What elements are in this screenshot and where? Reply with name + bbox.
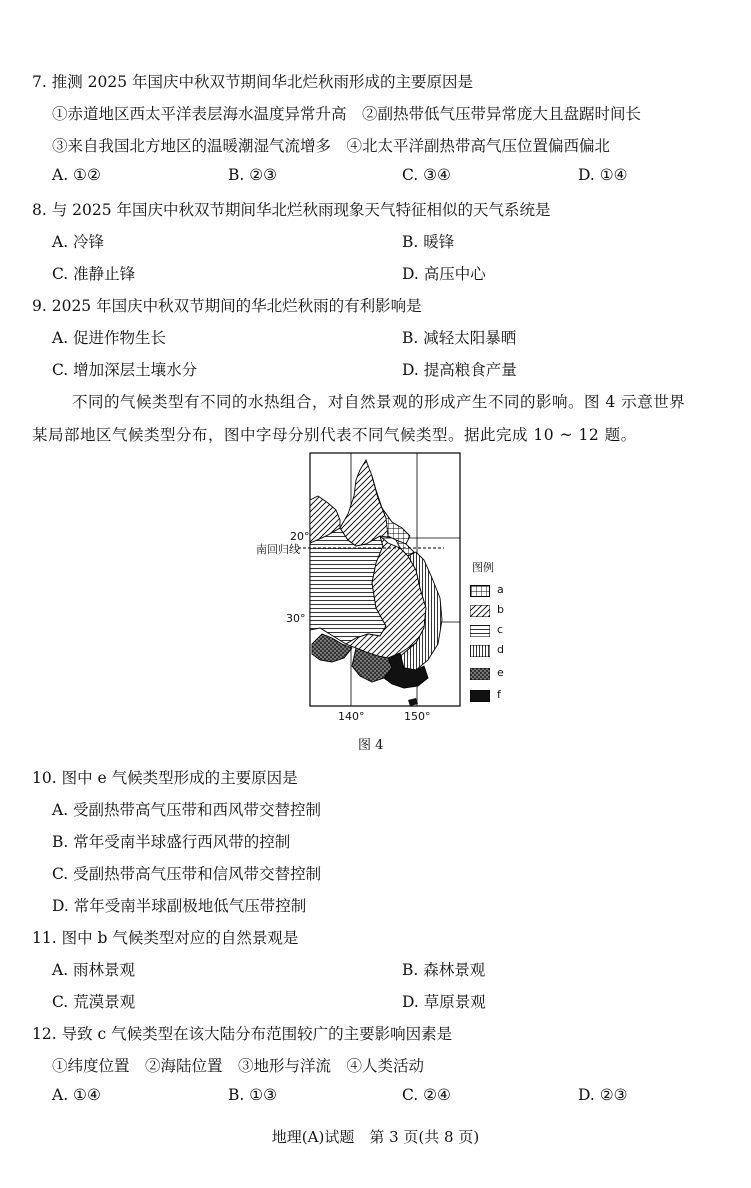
q7-choice-c: C. ③④ [402,166,451,184]
q12-choice-a: A. ①④ [52,1086,101,1104]
lat-30-label: 30° [286,612,306,625]
intro-line1: 不同的气候类型有不同的水热组合，对自然景观的形成产生不同的影响。图 4 示意世界 [72,393,686,411]
tropic-label: 南回归线 [256,543,300,556]
legend-item-a: a [470,584,530,599]
q10-choice-b: B. 常年受南半球盛行西风带的控制 [52,833,291,851]
q10-choice-c: C. 受副热带高气压带和信风带交替控制 [52,865,322,883]
q12-choice-b: B. ①③ [228,1086,278,1104]
q7-stem: 7. 推测 2025 年国庆中秋双节期间华北烂秋雨形成的主要原因是 [32,73,474,91]
legend-item-c: c [470,624,530,639]
figure-caption: 图 4 [358,738,384,753]
lat-20-label: 20° [290,530,310,543]
q8-choice-a: A. 冷锋 [52,233,105,251]
q9-choice-c: C. 增加深层土壤水分 [52,361,198,379]
q12-options: ①纬度位置 ②海陆位置 ③地形与洋流 ④人类活动 [52,1057,425,1075]
intro-line2: 某局部地区气候类型分布，图中字母分别代表不同气候类型。据此完成 10 ~ 12 题。 [32,426,637,444]
q10-choice-a: A. 受副热带高气压带和西风带交替控制 [52,801,322,819]
legend-title: 图例 [472,561,494,574]
lon-140-label: 140° [338,710,365,723]
q11-choice-d: D. 草原景观 [402,993,486,1011]
q7-options-line1: ①赤道地区西太平洋表层海水温度异常升高 ②副热带低气压带异常庞大且盘踞时间长 [52,105,642,123]
q7-options-line2: ③来自我国北方地区的温暖潮湿气流增多 ④北太平洋副热带高气压位置偏西偏北 [52,137,611,155]
q8-stem: 8. 与 2025 年国庆中秋双节期间华北烂秋雨现象天气特征相似的天气系统是 [32,201,551,219]
q11-choice-b: B. 森林景观 [402,961,486,979]
q11-choice-c: C. 荒漠景观 [52,993,136,1011]
q8-choice-b: B. 暖锋 [402,233,455,251]
q7-choice-a: A. ①② [52,166,101,184]
q11-choice-a: A. 雨林景观 [52,961,136,979]
q12-choice-c: C. ②④ [402,1086,451,1104]
q9-stem: 9. 2025 年国庆中秋双节期间的华北烂秋雨的有利影响是 [32,297,422,315]
q10-stem: 10. 图中 e 气候类型形成的主要原因是 [32,769,298,787]
q12-choice-d: D. ②③ [578,1086,628,1104]
lon-150-label: 150° [404,710,431,723]
legend-item-e: e [470,667,530,682]
q8-choice-d: D. 高压中心 [402,265,486,283]
q9-choice-d: D. 提高粮食产量 [402,361,517,379]
q12-stem: 12. 导致 c 气候类型在该大陆分布范围较广的主要影响因素是 [32,1025,453,1043]
q7-choice-d: D. ①④ [578,166,628,184]
q9-choice-b: B. 减轻太阳暴晒 [402,329,517,347]
q11-stem: 11. 图中 b 气候类型对应的自然景观是 [32,929,299,947]
legend-item-b: b [470,604,530,619]
legend-item-f: f [470,689,530,704]
climate-map [248,448,464,720]
page-footer: 地理(A)试题 第 3 页(共 8 页) [271,1128,480,1146]
legend-item-d: d [470,644,530,659]
q10-choice-d: D. 常年受南半球副极地低气压带控制 [52,897,307,915]
q9-choice-a: A. 促进作物生长 [52,329,167,347]
q7-choice-b: B. ②③ [228,166,278,184]
q8-choice-c: C. 准静止锋 [52,265,136,283]
